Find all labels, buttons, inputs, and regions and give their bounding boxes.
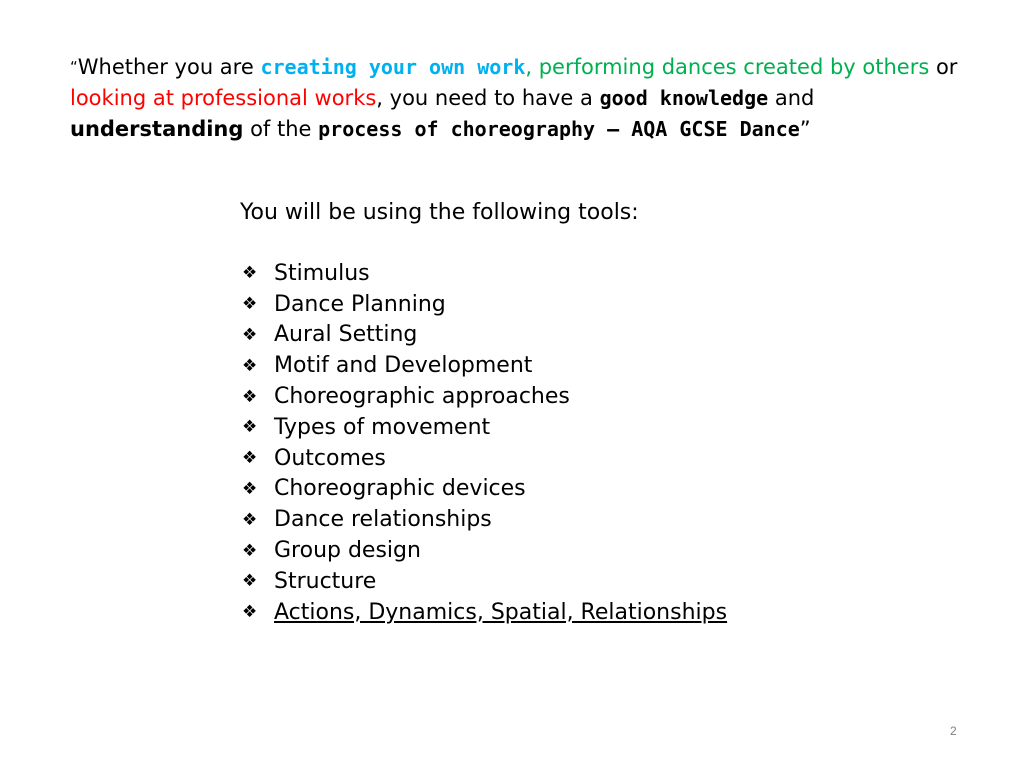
tool-label: Aural Setting [274, 322, 418, 348]
tool-label: Choreographic devices [274, 476, 526, 502]
tool-item [240, 597, 727, 628]
tool-item [240, 443, 727, 474]
tool-label: Actions, Dynamics, Spatial, Relationships [274, 599, 728, 625]
quote-segment: of the [243, 117, 319, 141]
quote-segment: , you need to have a [376, 86, 600, 110]
tool-item [240, 504, 727, 535]
tool-item [240, 381, 727, 412]
intro-text: You will be using the following tools: [240, 200, 639, 225]
diamond-bullet-icon: ❖ [242, 478, 258, 499]
tools-list [240, 258, 727, 628]
diamond-bullet-icon: ❖ [242, 386, 258, 407]
diamond-bullet-icon: ❖ [242, 448, 258, 469]
tool-label: Motif and Development [274, 353, 533, 379]
tool-item [240, 412, 727, 443]
tool-item [240, 320, 727, 351]
tool-item [240, 350, 727, 381]
tool-label: Stimulus [274, 260, 370, 286]
diamond-bullet-icon: ❖ [242, 324, 258, 345]
quote-segment: Whether you are [77, 55, 261, 79]
quote-segment: good knowledge [599, 86, 769, 110]
diamond-bullet-icon: ❖ [242, 509, 258, 530]
diamond-bullet-icon: ❖ [242, 355, 258, 376]
tool-label: Structure [274, 568, 377, 594]
diamond-bullet-icon: ❖ [242, 571, 258, 592]
tool-item [240, 289, 727, 320]
quote-segment: or [929, 55, 965, 79]
page-number: 2 [950, 724, 957, 738]
tool-label: Dance Planning [274, 291, 446, 317]
diamond-bullet-icon: ❖ [242, 417, 258, 438]
diamond-bullet-icon: ❖ [242, 263, 258, 284]
tool-item [240, 258, 727, 289]
quote-segment: looking at professional works [70, 86, 377, 110]
tool-label: Group design [274, 538, 421, 564]
tool-item [240, 566, 727, 597]
quote-segment: ” [799, 117, 811, 141]
tool-item [240, 474, 727, 505]
quote-paragraph [70, 52, 980, 145]
quote-segment: and [768, 86, 822, 110]
tool-label: Dance relationships [274, 507, 492, 533]
tool-label: Types of movement [274, 414, 491, 440]
diamond-bullet-icon: ❖ [242, 540, 258, 561]
diamond-bullet-icon: ❖ [242, 294, 258, 315]
quote-segment: creating your own work [260, 55, 526, 79]
quote-segment: understanding [70, 117, 244, 141]
diamond-bullet-icon: ❖ [242, 602, 258, 623]
quote-segment: , performing dances created by others [525, 55, 930, 79]
tool-item [240, 535, 727, 566]
open-quote-mark: “ [70, 58, 78, 76]
quote-segment: process of choreography – AQA GCSE Dance [318, 117, 800, 141]
tool-label: Choreographic approaches [274, 384, 570, 410]
tool-label: Outcomes [274, 445, 386, 471]
